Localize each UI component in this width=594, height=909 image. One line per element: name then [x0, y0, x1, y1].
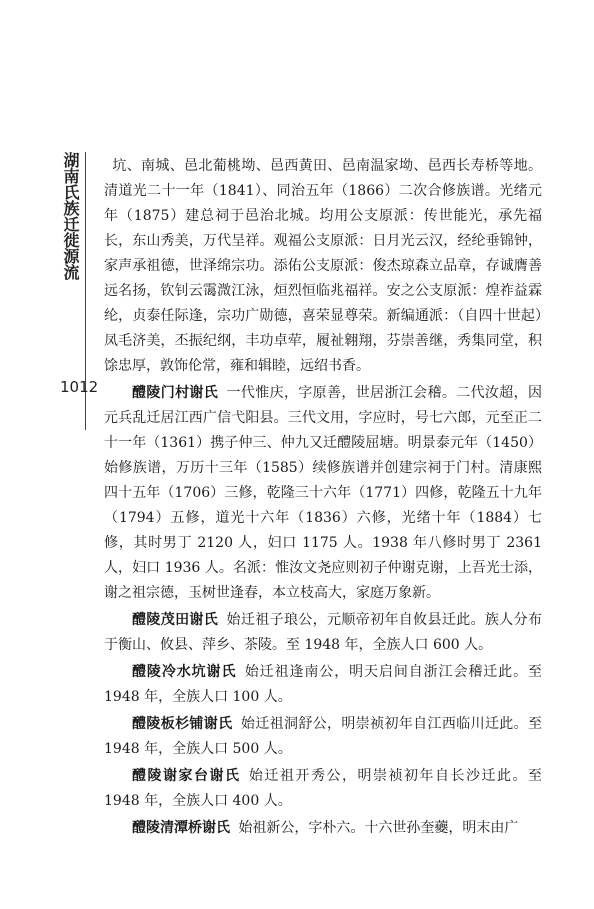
paragraph	[104, 154, 542, 379]
entry-title: 醴陵茂田谢氏	[132, 612, 219, 628]
paragraph-text: 始迁祖洞舒公，明崇祯初年自江西临川迁此。至 1948 年，全族人口 500 人。	[104, 716, 543, 757]
entry-title: 醴陵冷水坑谢氏	[132, 664, 237, 680]
paragraph-text: 始迁祖子琅公，元顺帝初年自攸县迁此。族人分布于衡山、攸县、萍乡、茶陵。至 1948 年，全族人口 600 人。	[104, 612, 543, 653]
entry-title: 醴陵谢家台谢氏	[132, 768, 241, 784]
paragraph	[104, 608, 542, 658]
paragraph	[104, 764, 542, 814]
paragraph-text: 始迁祖逢南公，明天启间自浙江会稽迁此。至 1948 年，全族人口 100 人。	[104, 664, 543, 705]
entry-title: 醴陵板杉铺谢氏	[132, 716, 233, 732]
running-head-title: 湖南氏族迁徙源流	[61, 152, 80, 280]
paragraph	[104, 381, 542, 606]
paragraph	[104, 660, 542, 710]
paragraph	[104, 816, 542, 841]
paragraph-text: 始迁祖开秀公，明崇祯初年自长沙迁此。至 1948 年，全族人口 400 人。	[104, 768, 542, 809]
paragraph-text: 始祖新公，字朴六。十六世孙奎虁，明末由广	[238, 820, 519, 836]
paragraph-text: 一代惟庆，字原善，世居浙江会稽。二代汝超，因元兵乱迁居江西广信弋阳县。三代文用，字应时，号七六郎，元至正二十一年（1361）携子仲三、仲九又迁醴陵屈塘。明景泰元年（1450）始修族谱，万历十三年（1585）续修族谱并创建宗祠于门村。清康熙四十五年（1706）三修，乾隆三十六年（1771）四修，乾隆五十九年（1794）五修，道光十六年（1836）六修，光绪十年（1884）七修，其时男丁 2120 人，妇口 1175 人。1938 年八修时男丁 2361 人，妇口 1936 人。名派：惟汝文尧应则初子仲谢克谢，上吾光士添，谢之祖宗德，玉树世逢春，本立枝高大，家庭万象新。	[104, 385, 543, 601]
paragraph	[104, 712, 542, 762]
paragraph-text: 坑、南城、邑北葡桃坳、邑西黄田、邑南温家坳、邑西长寿桥等地。清道光二十一年（1841）、同治五年（1866）二次合修族谱。光绪元年（1875）建总祠于邑治北城。均用公支原派：传世能光，承先福长，东山秀美，万代呈祥。观福公支原派：日月光云汉，经纶垂锦钟，家声承祖德，世泽绵宗功。添佑公支原派：俊杰琼森立品章，存诚膺善远名扬，钦钊云霭溦江泳，烜烈恒临兆福祥。安之公支原派：煌祚益霖纶，贞泰任际逢，宗功广勋德，喜荣显尊荣。新编通派：（自四十世起）凤毛济美，丕振纪纲，丰功卓荦，履祉翱翔，芬崇善继，秀集同堂，积馀忠厚，敦饰伦常，雍和辑睦，远绍书香。	[104, 158, 542, 374]
main-text-column	[104, 154, 542, 843]
entry-title: 醴陵清潭桥谢氏	[132, 820, 230, 836]
entry-title: 醴陵门村谢氏	[132, 385, 219, 401]
page-number: 1012	[60, 378, 99, 396]
